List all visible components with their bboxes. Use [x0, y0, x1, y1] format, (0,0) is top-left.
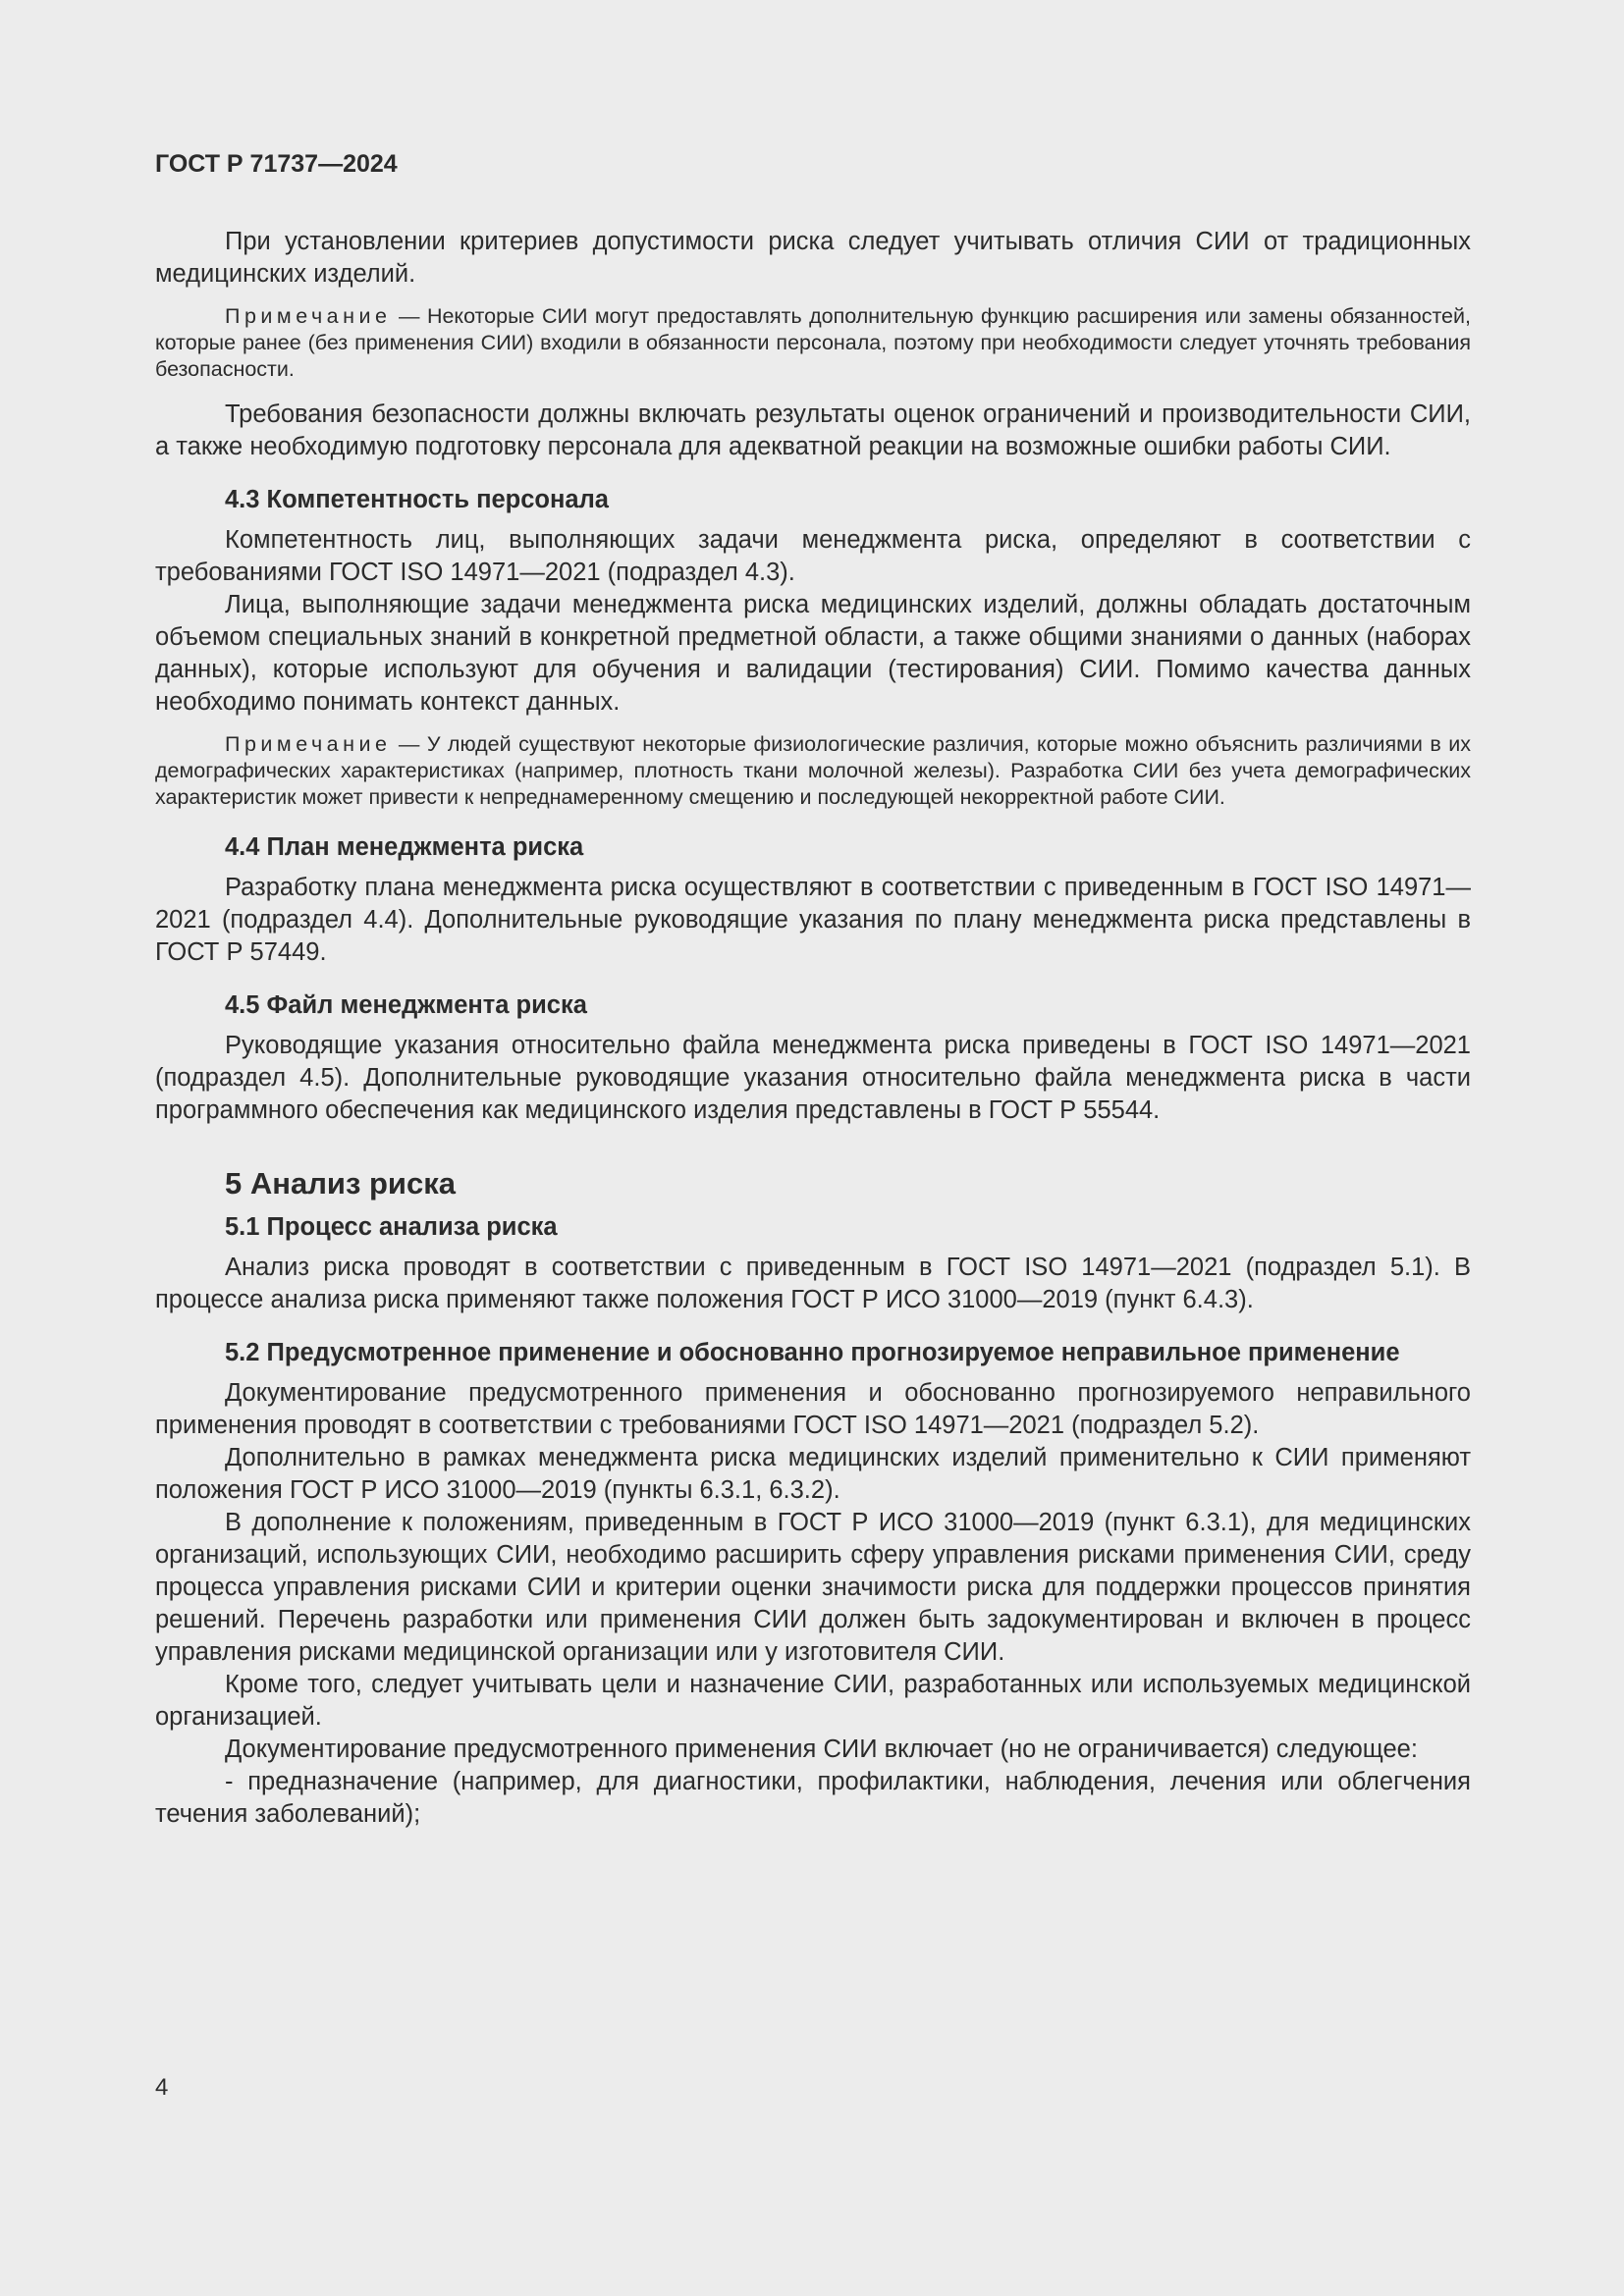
paragraph: Компетентность лиц, выполняющих задачи менеджмента риска, определяют в соответствии с требованиями ГОСТ ISO 14971—2021 (подраздел 4.3).: [155, 526, 1471, 586]
section-heading: 4.5 Файл менеджмента риска: [225, 991, 587, 1019]
paragraph: В дополнение к положениям, приведенным в ГОСТ Р ИСО 31000—2019 (пункт 6.3.1), для медицинских организаций, использующих СИИ, необходимо расширить сферу управления рисками применения СИИ, среду процесса управления рисками СИИ и критерии оценки значимости риска для поддержки процессов принятия решений. Перечень разработки или применения СИИ должен быть задокументирован и включен в процесс управления рисками медицинской организации или у изготовителя СИИ.: [155, 1509, 1471, 1666]
document-header: ГОСТ Р 71737—2024: [155, 150, 398, 178]
paragraph: Руководящие указания относительно файла менеджмента риска приведены в ГОСТ ISO 14971—2021 (подраздел 4.5). Дополнительные руководящие указания относительно файла менеджмента риска в части программного обеспечения как медицинского изделия представлены в ГОСТ Р 55544.: [155, 1032, 1471, 1124]
note: [155, 731, 1471, 811]
page-content: [155, 147, 1471, 1831]
section-heading: 4.4 План менеджмента риска: [225, 833, 584, 861]
paragraph: Требования безопасности должны включать результаты оценок ограничений и производительности СИИ, а также необходимую подготовку персонала для адекватной реакции на возможные ошибки работы СИИ.: [155, 400, 1471, 460]
section-heading: 4.3 Компетентность персонала: [225, 486, 609, 513]
paragraph: Документирование предусмотренного применения СИИ включает (но не ограничивается) следующее:: [225, 1735, 1418, 1763]
section-heading: 5.1 Процесс анализа риска: [225, 1213, 558, 1241]
note-label: Примечание: [225, 304, 392, 328]
paragraph: Дополнительно в рамках менеджмента риска медицинских изделий применительно к СИИ применяют положения ГОСТ Р ИСО 31000—2019 (пункты 6.3.1, 6.3.2).: [155, 1444, 1471, 1504]
list-item: - предназначение (например, для диагностики, профилактики, наблюдения, лечения или облегчения течения заболеваний);: [155, 1768, 1471, 1828]
chapter-heading: 5 Анализ риска: [225, 1166, 456, 1201]
note-text: — Некоторые СИИ могут предоставлять дополнительную функцию расширения или замены обязанностей, которые ранее (без применения СИИ) входили в обязанности персонала, поэтому при необходимости следует уточнять требования безопасности.: [155, 304, 1471, 381]
note-text: — У людей существуют некоторые физиологические различия, которые можно объяснить различиями в их демографических характеристиках (например, плотность ткани молочной железы). Разработка СИИ без учета демографических характеристик может привести к непреднамеренному смещению и последующей некорректной работе СИИ.: [155, 732, 1471, 809]
paragraph: Разработку плана менеджмента риска осуществляют в соответствии с приведенным в ГОСТ ISO 14971—2021 (подраздел 4.4). Дополнительные руководящие указания по плану менеджмента риска представлены в ГОСТ Р 57449.: [155, 874, 1471, 966]
paragraph: Кроме того, следует учитывать цели и назначение СИИ, разработанных или используемых медицинской организацией.: [155, 1671, 1471, 1731]
paragraph: Анализ риска проводят в соответствии с приведенным в ГОСТ ISO 14971—2021 (подраздел 5.1). В процессе анализа риска применяют также положения ГОСТ Р ИСО 31000—2019 (пункт 6.4.3).: [155, 1254, 1471, 1313]
paragraph: Лица, выполняющие задачи менеджмента риска медицинских изделий, должны обладать достаточным объемом специальных знаний в конкретной предметной области, а также общими знаниями о данных (наборах данных), которые используют для обучения и валидации (тестирования) СИИ. Помимо качества данных необходимо понимать контекст данных.: [155, 591, 1471, 716]
page-number: 4: [155, 2074, 169, 2101]
note: [155, 303, 1471, 383]
section-heading: 5.2 Предусмотренное применение и обоснованно прогнозируемое неправильное применение: [225, 1339, 1400, 1366]
note-label: Примечание: [225, 732, 392, 756]
paragraph: Документирование предусмотренного применения и обоснованно прогнозируемого неправильного применения проводят в соответствии с требованиями ГОСТ ISO 14971—2021 (подраздел 5.2).: [155, 1379, 1471, 1439]
paragraph: При установлении критериев допустимости риска следует учитывать отличия СИИ от традиционных медицинских изделий.: [155, 228, 1471, 288]
